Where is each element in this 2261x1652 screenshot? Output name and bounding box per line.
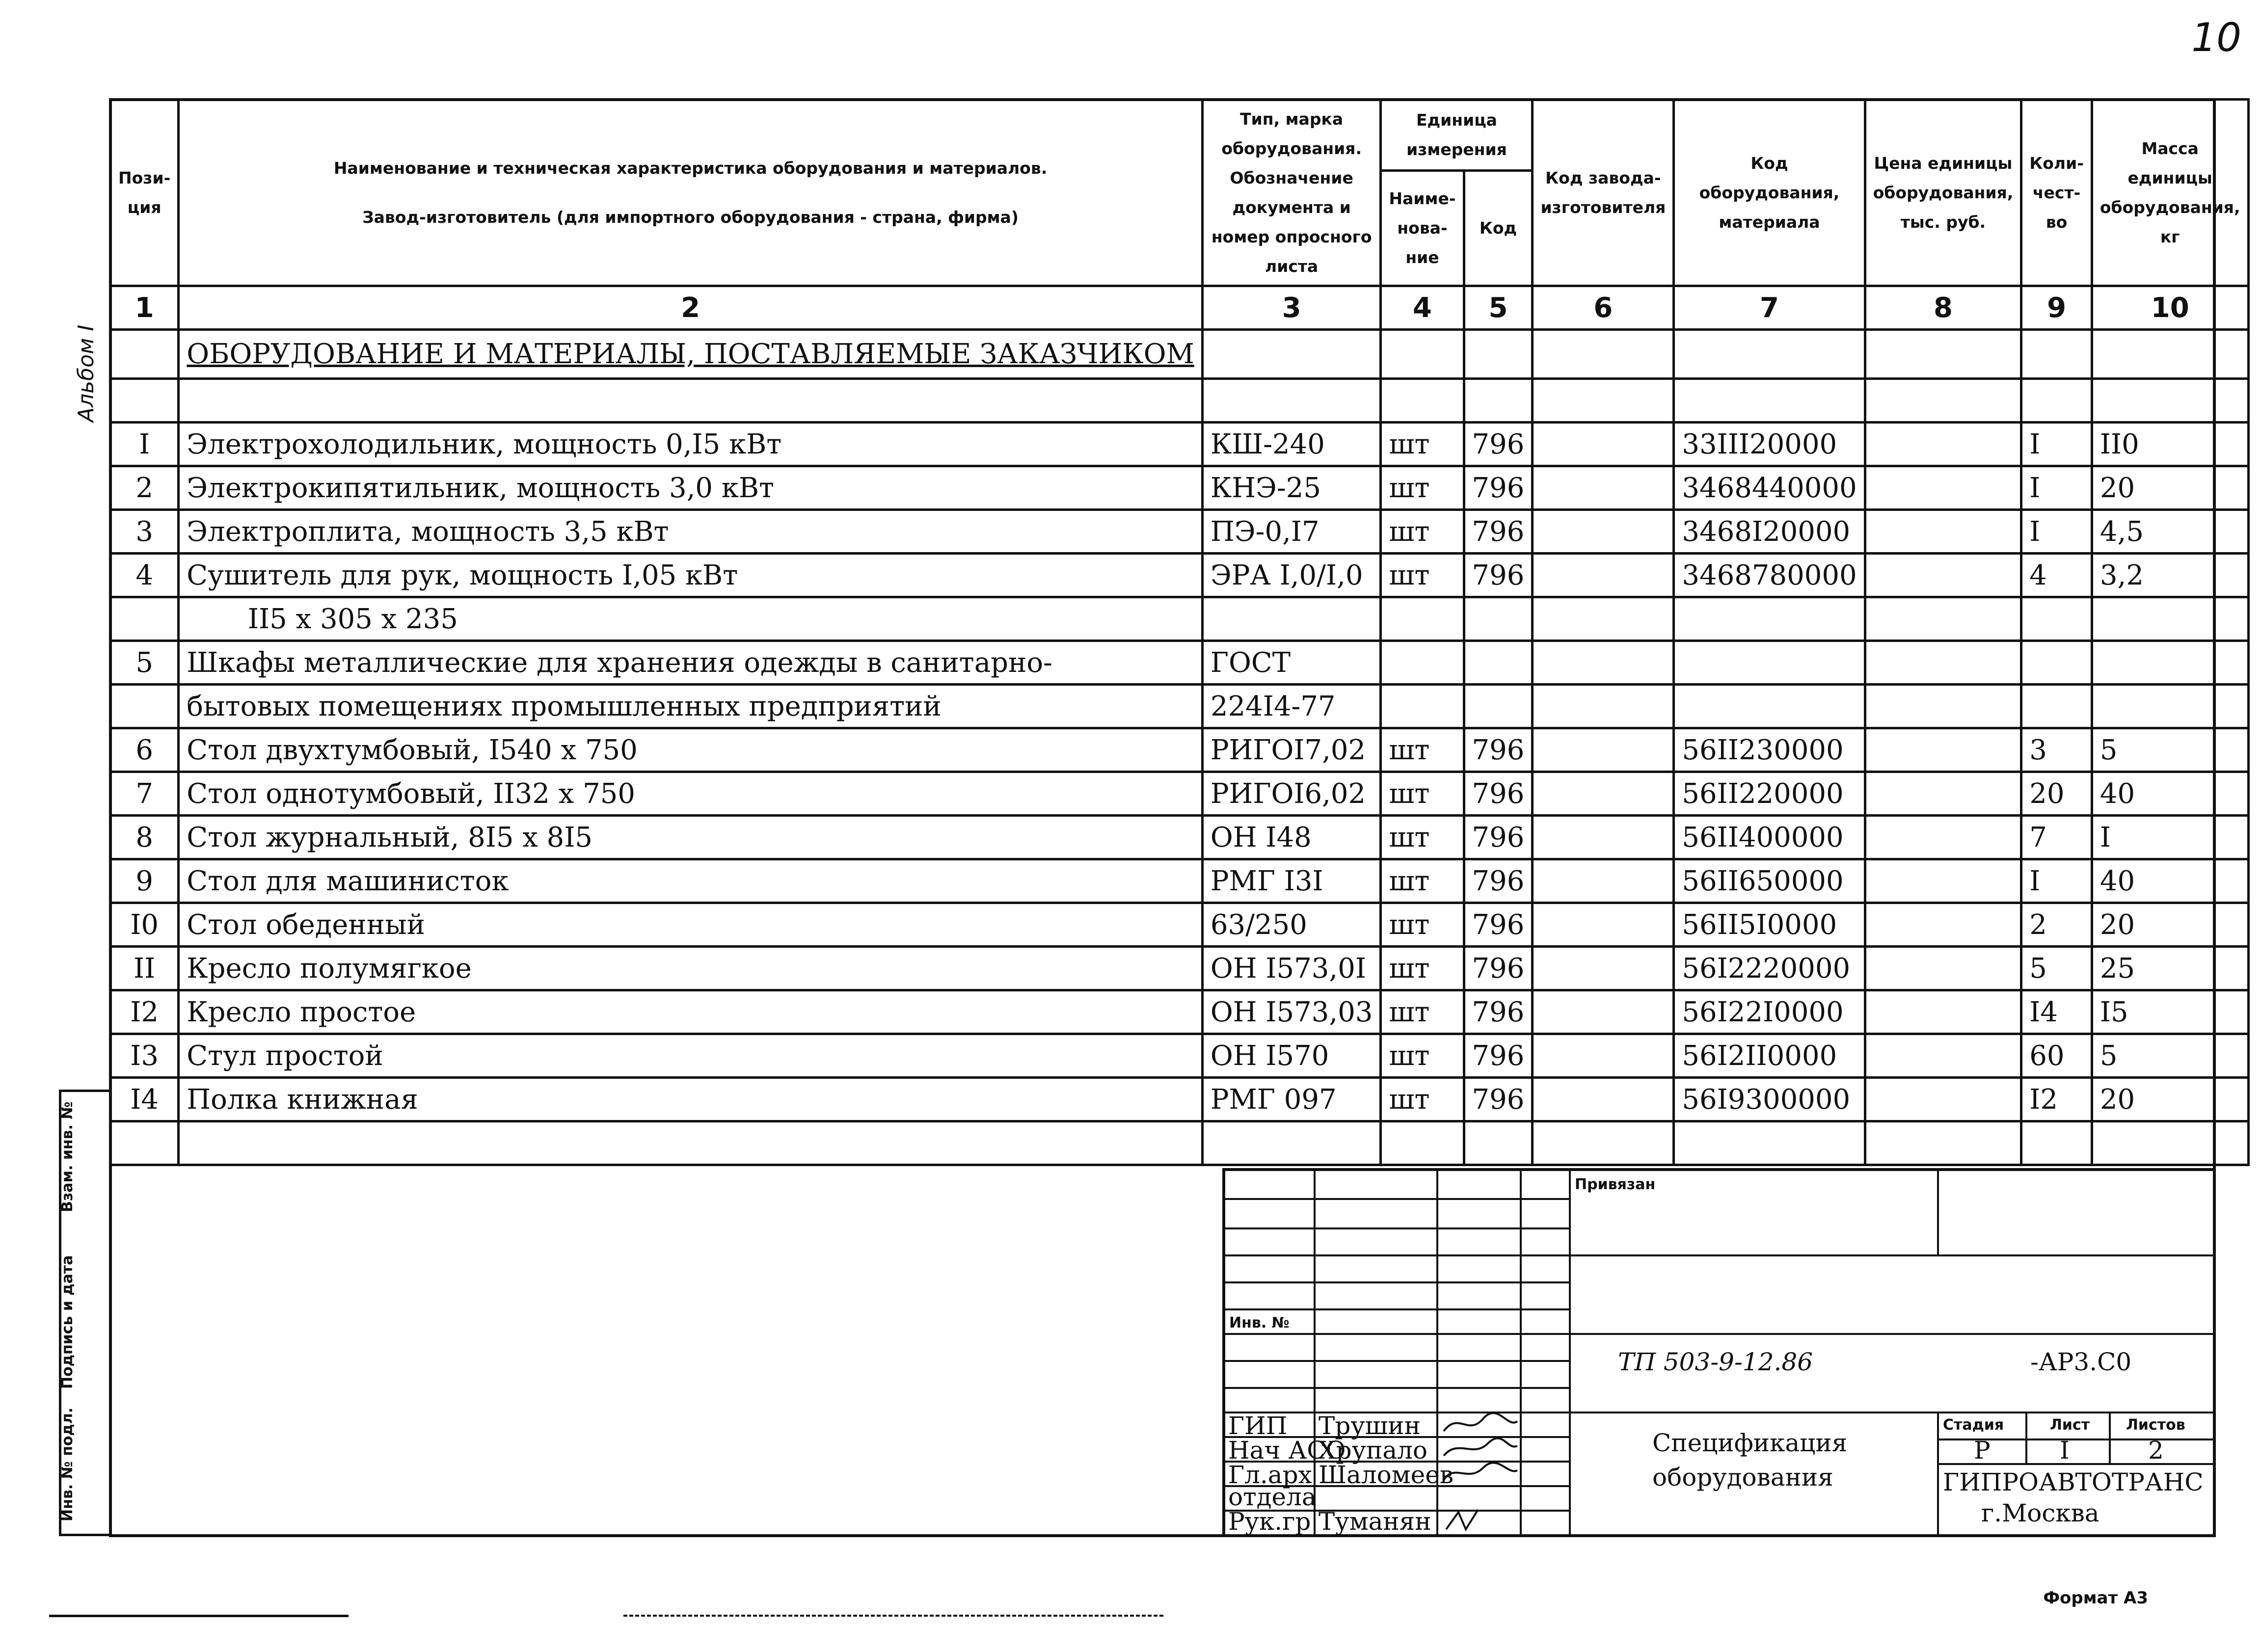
- cell-mass: 3,2: [2092, 554, 2248, 597]
- cell-equip-code: [1674, 597, 1865, 641]
- cell-price: [1865, 510, 2021, 554]
- cell-qty: 20: [2021, 772, 2092, 816]
- cell-name: Электрокипятильник, мощность 3,0 кВт: [179, 466, 1203, 510]
- cell-qty: 3: [2021, 728, 2092, 772]
- cell-price: [1865, 728, 2021, 772]
- cell-unit: шт: [1381, 466, 1464, 510]
- cell-name: Стол для машинисток: [179, 859, 1203, 903]
- cell-price: [1865, 466, 2021, 510]
- cell-pos: II: [110, 947, 179, 990]
- cell-mass: [2092, 685, 2248, 728]
- cell-price: [1865, 1078, 2021, 1121]
- signatures: [1439, 1412, 1520, 1534]
- column-number: 2: [179, 286, 1203, 330]
- cell-pos: I4: [110, 1078, 179, 1121]
- cell-type: КШ-240: [1202, 423, 1381, 466]
- cell-price: [1865, 816, 2021, 859]
- section-title: ОБОРУДОВАНИЕ И МАТЕРИАЛЫ, ПОСТАВЛЯЕМЫЕ ЗАКАЗЧИКОМ: [179, 330, 1203, 379]
- table-row: [110, 816, 2249, 859]
- cell-unit: шт: [1381, 772, 1464, 816]
- cell-equip-code: 56I9300000: [1674, 1078, 1865, 1121]
- cell-unit: шт: [1381, 947, 1464, 990]
- sheets-value: 2: [2148, 1436, 2164, 1465]
- section-row: [110, 330, 2249, 379]
- cell-mass: 4,5: [2092, 510, 2248, 554]
- cell-equip-code: 56I22I0000: [1674, 990, 1865, 1034]
- cell-equip-code: 3468440000: [1674, 466, 1865, 510]
- cell-name: Сушитель для рук, мощность I,05 кВт: [179, 554, 1203, 597]
- column-number: 5: [1464, 286, 1533, 330]
- cell-mass: 5: [2092, 1034, 2248, 1078]
- cell-pos: 8: [110, 816, 179, 859]
- cell-qty: 4: [2021, 554, 2092, 597]
- cell-pos: I: [110, 423, 179, 466]
- side-label-inv-replace: Взам. инв. №: [59, 1101, 76, 1212]
- cell-unit-code: 796: [1464, 772, 1533, 816]
- table-row: [110, 597, 2249, 641]
- cell-pos: 9: [110, 859, 179, 903]
- cell-type: РИГОI6,02: [1202, 772, 1381, 816]
- table-row: [110, 859, 2249, 903]
- cell-name: бытовых помещениях промышленных предприятий: [179, 685, 1203, 728]
- stamp-inv-label: Инв. №: [1229, 1314, 1290, 1332]
- cell-equip-code: [1674, 685, 1865, 728]
- cell-unit: шт: [1381, 990, 1464, 1034]
- header-name-line1: Наименование и техническая характеристика оборудования и материалов.: [333, 158, 1048, 178]
- cell-mass: I5: [2092, 990, 2248, 1034]
- column-number: 1: [110, 286, 179, 330]
- side-label-inv-orig: Инв. № подл.: [59, 1407, 76, 1521]
- cell-maker-code: [1533, 947, 1674, 990]
- cell-equip-code: 56I2220000: [1674, 947, 1865, 990]
- cell-price: [1865, 423, 2021, 466]
- cell-pos: 4: [110, 554, 179, 597]
- cell-type: [1202, 597, 1381, 641]
- cell-unit: шт: [1381, 859, 1464, 903]
- cell-type: РМГ 097: [1202, 1078, 1381, 1121]
- cell-mass: [2092, 597, 2248, 641]
- cell-maker-code: [1533, 641, 1674, 685]
- cell-price: [1865, 597, 2021, 641]
- column-number-row: [110, 286, 2249, 330]
- cell-qty: I: [2021, 423, 2092, 466]
- header-row: [110, 100, 2249, 171]
- cell-type: КНЭ-25: [1202, 466, 1381, 510]
- column-number: 3: [1202, 286, 1381, 330]
- cell-unit-code: 796: [1464, 816, 1533, 859]
- cell-qty: I: [2021, 466, 2092, 510]
- sheet-label: Лист: [2050, 1416, 2090, 1434]
- cell-qty: 2: [2021, 903, 2092, 947]
- column-number: 9: [2021, 286, 2092, 330]
- cell-price: [1865, 859, 2021, 903]
- doc-title-2: оборудования: [1652, 1463, 1833, 1492]
- cell-name: II5 x 305 x 235: [179, 597, 1203, 641]
- cell-price: [1865, 554, 2021, 597]
- cell-price: [1865, 1034, 2021, 1078]
- cell-qty: I4: [2021, 990, 2092, 1034]
- cell-maker-code: [1533, 554, 1674, 597]
- cell-name: Стол журнальный, 8I5 x 8I5: [179, 816, 1203, 859]
- cell-maker-code: [1533, 597, 1674, 641]
- header-qty: Коли-чест-во: [2021, 100, 2092, 286]
- cell-type: ОН I573,03: [1202, 990, 1381, 1034]
- cell-price: [1865, 772, 2021, 816]
- header-maker-code: Код завода-изготовителя: [1533, 100, 1674, 286]
- cell-pos: I2: [110, 990, 179, 1034]
- spacer-row: [110, 379, 2249, 423]
- cell-unit: [1381, 597, 1464, 641]
- cell-equip-code: 56II5I0000: [1674, 903, 1865, 947]
- cell-unit: шт: [1381, 816, 1464, 859]
- table-row: [110, 772, 2249, 816]
- cell-qty: I2: [2021, 1078, 2092, 1121]
- cell-name: Стол обеденный: [179, 903, 1203, 947]
- table-row: [110, 510, 2249, 554]
- table-row: [110, 1034, 2249, 1078]
- cell-type: РМГ I3I: [1202, 859, 1381, 903]
- stage-value: Р: [1974, 1436, 1991, 1465]
- cell-unit: шт: [1381, 728, 1464, 772]
- cell-type: ЭРА I,0/I,0: [1202, 554, 1381, 597]
- cell-maker-code: [1533, 772, 1674, 816]
- cell-unit-code: [1464, 597, 1533, 641]
- cell-maker-code: [1533, 1078, 1674, 1121]
- cell-price: [1865, 990, 2021, 1034]
- header-name: [179, 100, 1203, 286]
- cell-equip-code: 56II650000: [1674, 859, 1865, 903]
- cell-mass: [2092, 641, 2248, 685]
- cell-price: [1865, 641, 2021, 685]
- cell-qty: [2021, 597, 2092, 641]
- table-row: [110, 554, 2249, 597]
- cell-pos: 3: [110, 510, 179, 554]
- cell-qty: 7: [2021, 816, 2092, 859]
- header-unit: Единица измерения: [1381, 100, 1533, 171]
- cell-qty: I: [2021, 510, 2092, 554]
- table-row: [110, 728, 2249, 772]
- org-name: ГИПРОАВТОТРАНС: [1943, 1468, 2204, 1496]
- role-2: Нач АСО: [1228, 1436, 1346, 1465]
- cell-type: ОН I48: [1202, 816, 1381, 859]
- cell-name: Стол двухтумбовый, I540 x 750: [179, 728, 1203, 772]
- cell-equip-code: 56II400000: [1674, 816, 1865, 859]
- format-label: Формат A3: [2043, 1588, 2148, 1608]
- cell-unit-code: 796: [1464, 423, 1533, 466]
- doc-title-1: Спецификация: [1652, 1429, 1848, 1457]
- table-row: [110, 903, 2249, 947]
- cell-mass: 40: [2092, 859, 2248, 903]
- cell-unit-code: 796: [1464, 947, 1533, 990]
- cell-mass: 20: [2092, 466, 2248, 510]
- header-equip-code: Код оборудования, материала: [1674, 100, 1865, 286]
- cell-unit: шт: [1381, 554, 1464, 597]
- cell-mass: I: [2092, 816, 2248, 859]
- cell-equip-code: 3468780000: [1674, 554, 1865, 597]
- cell-equip-code: [1674, 641, 1865, 685]
- cell-name: Полка книжная: [179, 1078, 1203, 1121]
- cell-mass: 40: [2092, 772, 2248, 816]
- cell-pos: 5: [110, 641, 179, 685]
- cell-price: [1865, 685, 2021, 728]
- cell-unit-code: 796: [1464, 990, 1533, 1034]
- cell-maker-code: [1533, 859, 1674, 903]
- cell-pos: 6: [110, 728, 179, 772]
- role-5: Рук.гр: [1228, 1507, 1311, 1536]
- cell-unit: шт: [1381, 1078, 1464, 1121]
- sheets-label: Листов: [2126, 1416, 2185, 1434]
- header-pos: Пози- ция: [110, 100, 179, 286]
- sheet-value: I: [2060, 1436, 2070, 1465]
- cell-unit: шт: [1381, 423, 1464, 466]
- cell-unit: шт: [1381, 510, 1464, 554]
- sheet-corner-number: 10: [2191, 15, 2241, 60]
- cell-name: Электрохолодильник, мощность 0,I5 кВт: [179, 423, 1203, 466]
- cell-mass: 20: [2092, 1078, 2248, 1121]
- table-row: [110, 947, 2249, 990]
- column-number: 4: [1381, 286, 1464, 330]
- cell-maker-code: [1533, 423, 1674, 466]
- cell-unit-code: 796: [1464, 859, 1533, 903]
- cell-unit-code: 796: [1464, 903, 1533, 947]
- table-row: [110, 990, 2249, 1034]
- cell-name: Электроплита, мощность 3,5 кВт: [179, 510, 1203, 554]
- bottom-line-mid: [623, 1615, 1163, 1617]
- cell-price: [1865, 903, 2021, 947]
- cell-unit-code: 796: [1464, 466, 1533, 510]
- cell-pos: [110, 685, 179, 728]
- cell-mass: II0: [2092, 423, 2248, 466]
- cell-unit: шт: [1381, 903, 1464, 947]
- column-number: 10: [2092, 286, 2248, 330]
- cell-unit-code: 796: [1464, 510, 1533, 554]
- cell-unit-code: 796: [1464, 728, 1533, 772]
- role-4: отдела: [1228, 1483, 1317, 1511]
- table-row: [110, 685, 2249, 728]
- cell-name: Стул простой: [179, 1034, 1203, 1078]
- cell-type: ОН I570: [1202, 1034, 1381, 1078]
- cell-qty: [2021, 641, 2092, 685]
- table-row: [110, 1078, 2249, 1121]
- title-block: [1222, 1168, 2216, 1537]
- cell-maker-code: [1533, 1034, 1674, 1078]
- table-row: [110, 423, 2249, 466]
- cell-unit: [1381, 641, 1464, 685]
- person-2: Хрупало: [1319, 1436, 1428, 1465]
- cell-type: 63/250: [1202, 903, 1381, 947]
- cell-unit-code: [1464, 641, 1533, 685]
- header-type: Тип, марка оборудования. Обозначение документа и номер опросного листа: [1202, 100, 1381, 286]
- table-row: [110, 466, 2249, 510]
- cell-type: РИГОI7,02: [1202, 728, 1381, 772]
- album-label: Альбом I: [74, 324, 99, 422]
- stage-label: Стадия: [1943, 1416, 2004, 1434]
- person-3: Шаломеев: [1319, 1461, 1454, 1489]
- cell-maker-code: [1533, 728, 1674, 772]
- cell-name: Стол однотумбовый, II32 x 750: [179, 772, 1203, 816]
- table-row: [110, 641, 2249, 685]
- empty-row: [110, 1121, 2249, 1165]
- doc-number: ТП 503-9-12.86: [1618, 1348, 1813, 1376]
- cell-type: 224I4-77: [1202, 685, 1381, 728]
- cell-unit: шт: [1381, 1034, 1464, 1078]
- cell-pos: 7: [110, 772, 179, 816]
- cell-equip-code: 3468I20000: [1674, 510, 1865, 554]
- column-number: 6: [1533, 286, 1674, 330]
- org-city: г.Москва: [1981, 1499, 2100, 1527]
- cell-qty: 60: [2021, 1034, 2092, 1078]
- cell-type: ОН I573,0I: [1202, 947, 1381, 990]
- cell-mass: 5: [2092, 728, 2248, 772]
- cell-pos: [110, 597, 179, 641]
- column-number: 8: [1865, 286, 2021, 330]
- cell-pos: I0: [110, 903, 179, 947]
- spec-table: [109, 98, 2250, 1166]
- cell-qty: [2021, 685, 2092, 728]
- cell-maker-code: [1533, 685, 1674, 728]
- cell-type: ПЭ-0,I7: [1202, 510, 1381, 554]
- cell-maker-code: [1533, 466, 1674, 510]
- stamp-bound-label: Привязан: [1575, 1176, 1656, 1193]
- cell-maker-code: [1533, 510, 1674, 554]
- role-3: Гл.арх: [1228, 1461, 1312, 1489]
- header-mass: Масса единицы оборудования, кг: [2092, 100, 2248, 286]
- cell-name: Кресло простое: [179, 990, 1203, 1034]
- person-5: Туманян: [1319, 1507, 1431, 1536]
- header-unit-code: Код: [1464, 171, 1533, 286]
- cell-equip-code: 56II230000: [1674, 728, 1865, 772]
- cell-equip-code: 33III20000: [1674, 423, 1865, 466]
- cell-name: Кресло полумягкое: [179, 947, 1203, 990]
- doc-suffix: -АР3.С0: [2030, 1348, 2132, 1376]
- cell-mass: 25: [2092, 947, 2248, 990]
- header-price: Цена единицы оборудования, тыс. руб.: [1865, 100, 2021, 286]
- cell-maker-code: [1533, 990, 1674, 1034]
- cell-unit-code: [1464, 685, 1533, 728]
- role-1: ГИП: [1228, 1412, 1288, 1440]
- cell-qty: I: [2021, 859, 2092, 903]
- cell-unit-code: 796: [1464, 554, 1533, 597]
- column-number: 7: [1674, 286, 1865, 330]
- person-1: Трушин: [1319, 1412, 1421, 1440]
- cell-unit: [1381, 685, 1464, 728]
- cell-maker-code: [1533, 903, 1674, 947]
- cell-maker-code: [1533, 816, 1674, 859]
- cell-equip-code: 56I2II0000: [1674, 1034, 1865, 1078]
- cell-mass: 20: [2092, 903, 2248, 947]
- cell-equip-code: 56II220000: [1674, 772, 1865, 816]
- cell-unit-code: 796: [1464, 1078, 1533, 1121]
- side-label-sign-date: Подпись и дата: [59, 1255, 76, 1389]
- cell-name: Шкафы металлические для хранения одежды в санитарно-: [179, 641, 1203, 685]
- cell-pos: 2: [110, 466, 179, 510]
- cell-pos: I3: [110, 1034, 179, 1078]
- bottom-line-left: [49, 1615, 349, 1617]
- header-name-line2: Завод-изготовитель (для импортного оборудования - страна, фирма): [362, 207, 1019, 227]
- cell-unit-code: 796: [1464, 1034, 1533, 1078]
- cell-price: [1865, 947, 2021, 990]
- cell-type: ГОСТ: [1202, 641, 1381, 685]
- cell-qty: 5: [2021, 947, 2092, 990]
- header-unit-name: Наиме-нова-ние: [1381, 171, 1464, 286]
